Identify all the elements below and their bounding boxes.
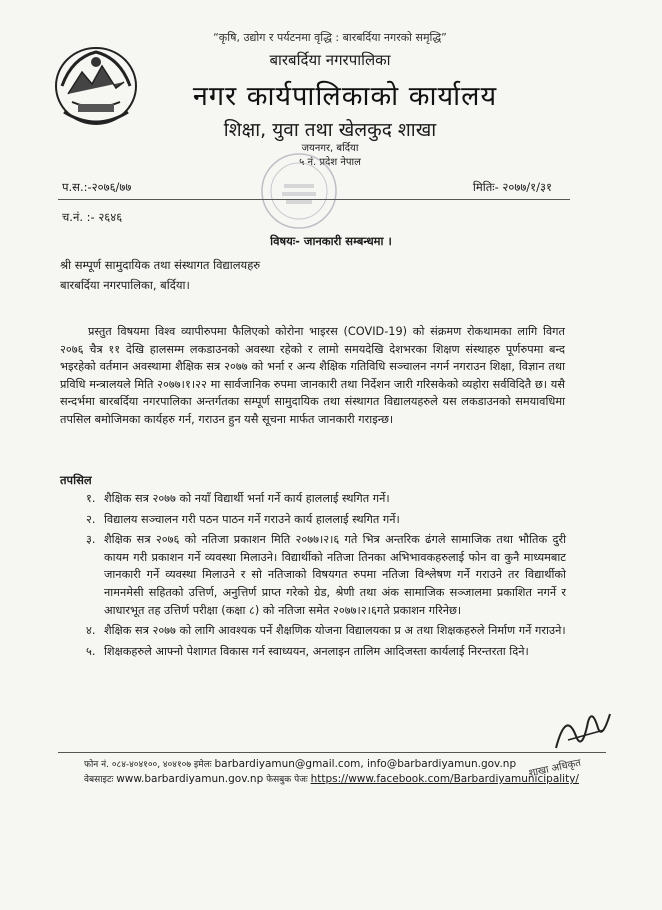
reference-number: प.स.:-२०७६/७७	[62, 180, 132, 194]
address-line-1: जयनगर, बर्दिया	[301, 143, 359, 154]
recipient-line-2: बारबर्दिया नगरपालिका, बर्दिया।	[60, 278, 190, 292]
nepal-emblem-icon	[52, 42, 140, 126]
tapsil-heading: तपसिल	[60, 473, 92, 487]
address-line-2: ५ नं. प्रदेश नेपाल	[299, 157, 361, 168]
office-name: नगर कार्यपालिकाको कार्यालय	[192, 81, 498, 112]
header-divider	[58, 199, 570, 200]
municipality-name: बारबर्दिया नगरपालिका	[269, 51, 391, 69]
letter-subject: विषयः- जानकारी सम्बन्धमा ।	[270, 234, 392, 248]
list-item	[86, 511, 566, 529]
letter-date: मितिः- २०७७/१/३१	[472, 180, 552, 194]
instruction-list	[86, 490, 566, 663]
list-item	[86, 643, 566, 661]
office-stamp-icon	[258, 150, 340, 232]
list-item	[86, 622, 566, 640]
footer-email[interactable]: barbardiyamun@gmail.com, info@barbardiyamun.gov.np	[214, 758, 517, 770]
signature-icon	[548, 700, 618, 760]
footer-contact	[84, 757, 516, 770]
list-item-number: ४.	[86, 624, 96, 638]
list-item-text: शैक्षिक सत्र २०७७ को नयाँ विद्यार्थी भर्ना गर्ने कार्य हाललाई स्थगित गर्ने।	[104, 492, 390, 505]
footer-facebook-label: फेसबुक पेजः	[266, 775, 308, 785]
list-item-text: शिक्षकहरुले आफ्नो पेशागत विकास गर्न स्वाध्ययन, अनलाइन तालिम आदिजस्ता कार्यलाई निरन्तरता दिने।	[104, 644, 529, 658]
footer-website-label: वेबसाइटः	[84, 775, 114, 785]
branch-name: शिक्षा, युवा तथा खेलकुद शाखा	[223, 119, 437, 141]
signatory-title: शाखा अधिकृत	[527, 757, 582, 780]
list-item-text: विद्यालय सञ्चालन गरी पठन पाठन गर्ने गराउने कार्य हाललाई स्थगित गर्ने।	[104, 512, 400, 526]
body-paragraph: प्रस्तुत विषयमा विश्व व्यापीरुपमा फैलिएको कोरोना भाइरस (COVID-19) को संक्रमण रोकथामका लागि विगत २०७६ चैत्र ११ देखि हालसम्म लकडाउनको अवस्था रहेको र लामो समयदेखि देशभरका शिक्षण संस्थाहरु पूर्णरुपमा बन्द भइरहेको वर्तमान अवस्थामा शैक्षिक सत्र २०७७ को भर्ना र अन्य शैक्षिक गतिविधि सञ्चालन नगर्न नगराउन शिक्षा, विज्ञान तथा प्रविधि मन्त्रालयले मिति २०७७।१।२२ मा सार्वजानिक रुपमा जानकारी तथा निर्देशन जारी गरिसकेको व्यहोरा सर्वविदितै छ। यसै सन्दर्भमा बारबर्दिया नगरपालिका अन्तर्गतका सम्पूर्ण सामुदायिक तथा संस्थागत विद्यालयहरुले यस लकडाउनको समयावधिमा तपसिल बमोजिमका कार्यहरु गर्न, गराउन हुन यसै सूचना मार्फत जानकारी गराइन्छ।	[60, 325, 565, 426]
list-item	[86, 531, 566, 619]
footer-web	[84, 772, 579, 785]
list-item-text: शैक्षिक सत्र २०७६ को नतिजा प्रकाशन मिति २०७७।२।६ गते भित्र अन्तरिक ढंगले सामाजिक तथा भौतिक दुरी कायम गरी प्रकाशन गर्ने व्यवस्था मिलाउने। विद्यार्थीको नतिजा तिनका अभिभावकहरुलाई फोन वा कुनै माध्यमबाट जानकारी गर्ने व्यवस्था मिलाउने र सो नतिजाको विषयगत रुपमा नतिजा विश्लेषण गर्ने गराउने तर विद्यार्थीको नामनमेसी सहितको उत्तिर्ण, अनुत्तिर्ण प्राप्त गरेको ग्रेड, श्रेणी तथा अंक सामाजिक सञ्जालमा प्रकाशित नगर्ने र आधारभूत तह उत्तिर्ण परीक्षा (कक्षा ८) को नतिजा समेत २०७७।२।६गते प्रकाशन गरिनेछ।	[104, 533, 566, 617]
list-item-number: २.	[86, 512, 96, 526]
list-item-number: ५.	[86, 644, 96, 658]
footer-divider	[58, 752, 606, 753]
list-item-number: १.	[86, 492, 96, 505]
footer-website-link[interactable]: www.barbardiyamun.gov.np	[116, 773, 264, 785]
list-item-text: शैक्षिक सत्र २०७७ को लागि आवश्यक पर्ने शैक्षणिक योजना विद्यालयका प्र अ तथा शिक्षकहरुले निर्माण गर्ने गराउने।	[104, 624, 566, 638]
recipient-line-1: श्री सम्पूर्ण सामुदायिक तथा संस्थागत विद्यालयहरु	[60, 258, 261, 272]
footer-phone: फोन नं. ०८४-४०४१००, ४०४१०७	[84, 760, 192, 770]
footer-email-label: इमेलः	[193, 760, 212, 770]
list-item-number: ३.	[86, 533, 96, 547]
footer-facebook-link[interactable]: https://www.facebook.com/Barbardiyamunicipality/	[310, 773, 579, 785]
slogan: “कृषि, उद्योग र पर्यटनमा वृद्धि : बारबर्दिया नगरको समृद्धि”	[213, 31, 447, 44]
dispatch-number: च.नं. :- २६४६	[62, 210, 123, 224]
list-item	[86, 490, 566, 508]
